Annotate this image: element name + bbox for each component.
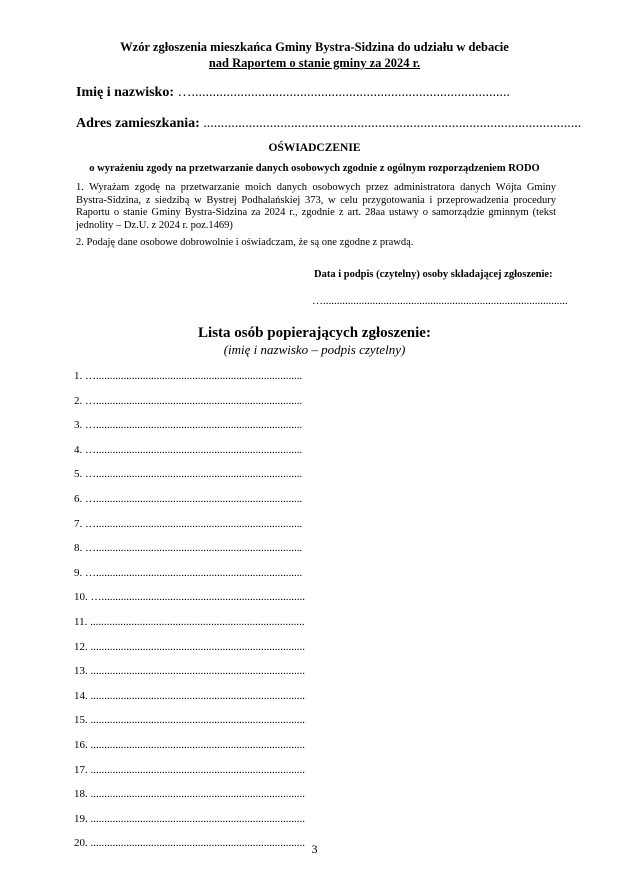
signature-label: Data i podpis (czytelny) osoby składającej zgłoszenie: [314,269,553,280]
form-title-line2 [0,56,629,71]
supporters-subtitle: (imię i nazwisko – podpis czytelny) [223,342,406,357]
supporter-row: 15. .............................................................................. [74,714,305,727]
declaration-paragraph-2: 2. Podaję dane osobowe dobrowolnie i oświadczam, że są one zgodne z prawdą. [76,237,414,248]
declaration-p1-line2: Bystra-Sidzina, z siedzibą w Bystrej Podhalańskiej 373, w celu przygotowania i przeprowadzenia procedury [76,194,556,206]
name-label: Imię i nazwisko: [76,85,174,100]
supporter-row: 20. .............................................................................. [74,837,305,850]
signature-line: …......................................................................................... [312,295,568,307]
supporter-row: 6. …........................................................................... [74,493,303,505]
name-dots: …........................................................................................... [177,85,510,100]
supporter-row: 11. .............................................................................. [74,616,305,628]
supporters-title: Lista osób popierających zgłoszenie: [198,325,431,341]
supporter-row: 3. …........................................................................... [74,419,303,432]
declaration-p1-line4: jednolity – Dz.U. z 2024 r. poz.1469) [76,219,233,231]
supporter-row: 7. …........................................................................... [74,517,303,530]
supporter-row: 2. …........................................................................... [74,394,303,407]
supporter-row: 17. .............................................................................. [74,763,305,776]
declaration-p1-line3: Raportu o stanie Gminy Bystra-Sidzina za 2024 r., zgodnie z art. 28aa ustawy o samorządzie gminnym (tekst [76,207,556,219]
address-field [76,116,581,132]
supporter-row: 12. .............................................................................. [74,640,305,653]
form-title-line1: Wzór zgłoszenia mieszkańca Gminy Bystra-Sidzina do udziału w debacie [120,40,509,54]
supporter-row: 14. .............................................................................. [74,689,305,702]
supporter-row: 18. .............................................................................. [74,788,305,801]
declaration-p1-line1: 1. Wyrażam zgodę na przetwarzanie moich danych osobowych przez administratora danych Wójta Gminy [76,182,556,193]
supporter-row: 10. ….......................................................................... [74,591,305,604]
supporter-row: 1. …........................................................................... [74,370,303,382]
supporter-row: 8. …........................................................................... [74,542,303,555]
supporter-row: 4. …........................................................................... [74,443,303,456]
declaration-paragraph-1 [76,182,556,232]
form-title-line2-text: nad Raportem o stanie gminy za 2024 r. [208,56,421,70]
supporter-row: 9. …........................................................................... [74,566,303,579]
address-label: Adres zamieszkania: [76,116,200,131]
supporter-row: 16. .............................................................................. [74,739,305,751]
supporter-row: 13. .............................................................................. [74,665,305,678]
supporter-row: 5. …........................................................................... [74,468,303,481]
page-number: 3 [311,842,318,856]
declaration-subtitle: o wyrażeniu zgody na przetwarzanie danych osobowych zgodnie z ogólnym rozporządzeniem RODO [89,163,540,174]
name-field [76,85,510,101]
supporter-row: 19. .............................................................................. [74,812,305,825]
address-dots: ............................................................................................................ [203,116,582,131]
declaration-title: OŚWIADCZENIE [268,142,361,154]
